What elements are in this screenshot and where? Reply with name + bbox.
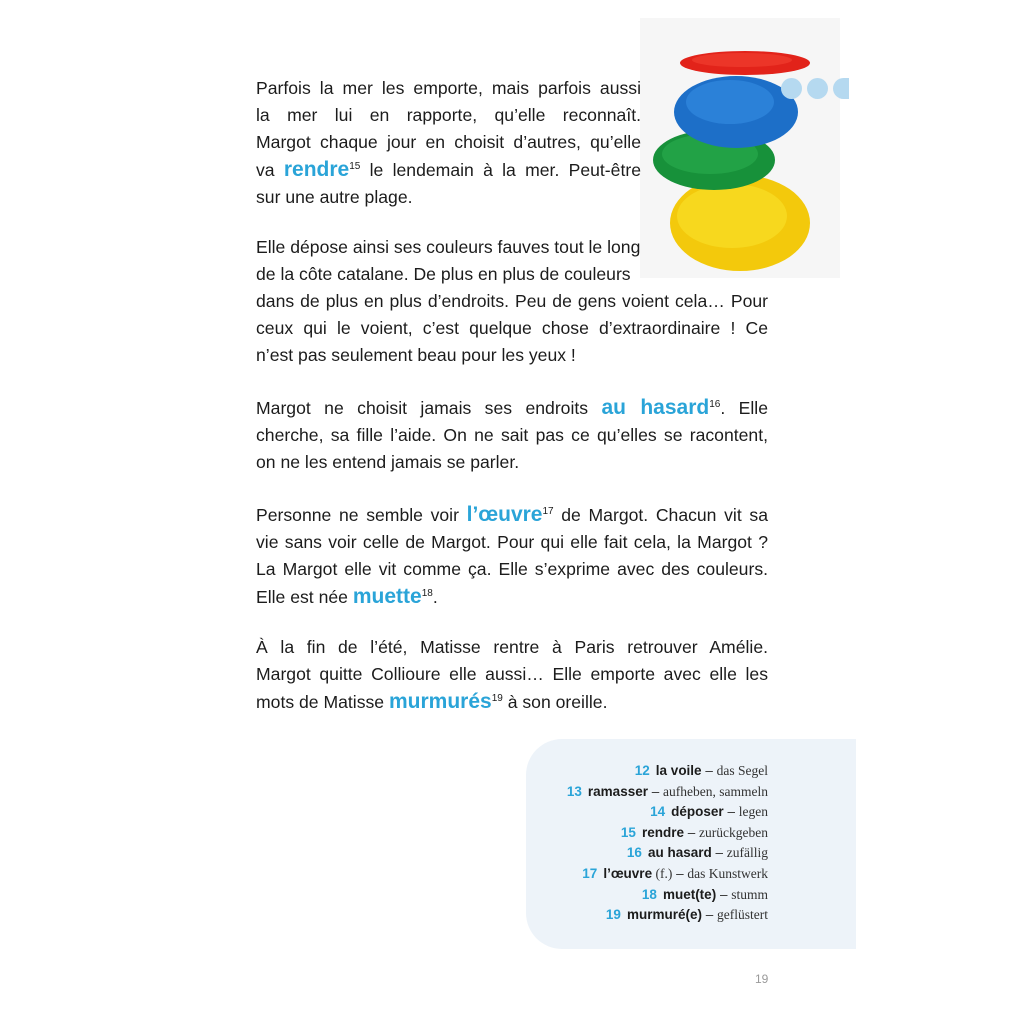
text-line: Personne ne semble voir l’œuvre$^{17}$ de Margot. Chacun vit sa [256, 503, 768, 526]
dot-icon [781, 78, 802, 99]
text-line: n’est pas seulement beau pour les yeux ! [256, 345, 576, 365]
footnote-ref: 15 [349, 161, 361, 173]
glossary-list [468, 761, 768, 926]
text-line: la mer lui en rapporte, qu’elle reconnaît. [256, 105, 641, 125]
text-line: Parfois la mer les emporte, mais parfois aussi [256, 78, 641, 98]
footnote-ref: 17 [542, 506, 554, 518]
paragraph-4 [256, 501, 768, 611]
paragraph-3 [256, 394, 768, 476]
text-line: sur une autre plage. [256, 187, 413, 207]
keyword-au-hasard: au hasard [601, 396, 710, 419]
text-line: on ne les entend jamais se parler. [256, 452, 520, 472]
dot-icon [807, 78, 828, 99]
text-line: Margot quitte Collioure elle aussi… Elle emporte avec elle les [256, 664, 768, 684]
text-line: de la côte catalane. De plus en plus de couleurs [256, 264, 631, 284]
page-number: 19 [755, 972, 769, 986]
footnote-ref: 18 [421, 588, 433, 600]
footnote-ref: 16 [709, 399, 721, 411]
paragraph-2 [256, 234, 768, 369]
text-line: La Margot elle vit comme ça. Elle s’exprime avec des couleurs. [256, 559, 768, 579]
text-line: vie sans voir celle de Margot. Pour qui elle fait cela, la Margot ? [256, 532, 768, 552]
glossary-entry: 12 la voile – das Segel [634, 763, 768, 778]
keyword-oeuvre: l’œuvre [466, 503, 543, 526]
text-line: À la fin de l’été, Matisse rentre à Paris retrouver Amélie. [256, 637, 768, 657]
text-line: dans de plus en plus d’endroits. Peu de gens voient cela… Pour [256, 291, 768, 311]
keyword-murmures: murmurés [388, 690, 492, 713]
paragraph-1 [256, 75, 641, 211]
keyword-muette: muette [352, 585, 422, 608]
keyword-rendre: rendre [283, 158, 350, 181]
text-line: Elle est née muette$^{18}$. [256, 585, 438, 608]
text-line: va rendre$^{15}$ le lendemain à la mer. Peut-être [256, 158, 641, 181]
text-line: Margot chaque jour en choisit d’autres, qu’elle [256, 132, 641, 152]
text-line: mots de Matisse murmurés$^{19}$ à son oreille. [256, 690, 608, 713]
glossary-entry: 14 déposer – legen [650, 804, 768, 820]
paragraph-5 [256, 634, 768, 716]
footnote-ref: 19 [491, 693, 503, 705]
glossary-entry: 19 murmuré(e) – geflüstert [605, 907, 768, 923]
glossary-entry: 15 rendre – zurückgeben [620, 824, 768, 840]
dot-icon [833, 78, 849, 99]
glossary-entry: 17 l’œuvre (f.) – das Kunstwerk [582, 865, 768, 881]
text-line: ceux qui le voient, c’est quelque chose d’extraordinaire ! Ce [256, 318, 768, 338]
glossary-entry: 13 ramasser – aufheben, sammeln [566, 783, 768, 799]
text-line: Elle dépose ainsi ses couleurs fauves tout le long [256, 237, 641, 257]
text-line: Margot ne choisit jamais ses endroits au hasard$^{16}$. Elle [256, 396, 768, 419]
text-line: cherche, sa fille l’aide. On ne sait pas ce qu’elles se racontent, [256, 425, 768, 445]
glossary-entry: 18 muet(te) – stumm [641, 886, 768, 902]
glossary-entry: 16 au hasard – zufällig [626, 845, 768, 861]
